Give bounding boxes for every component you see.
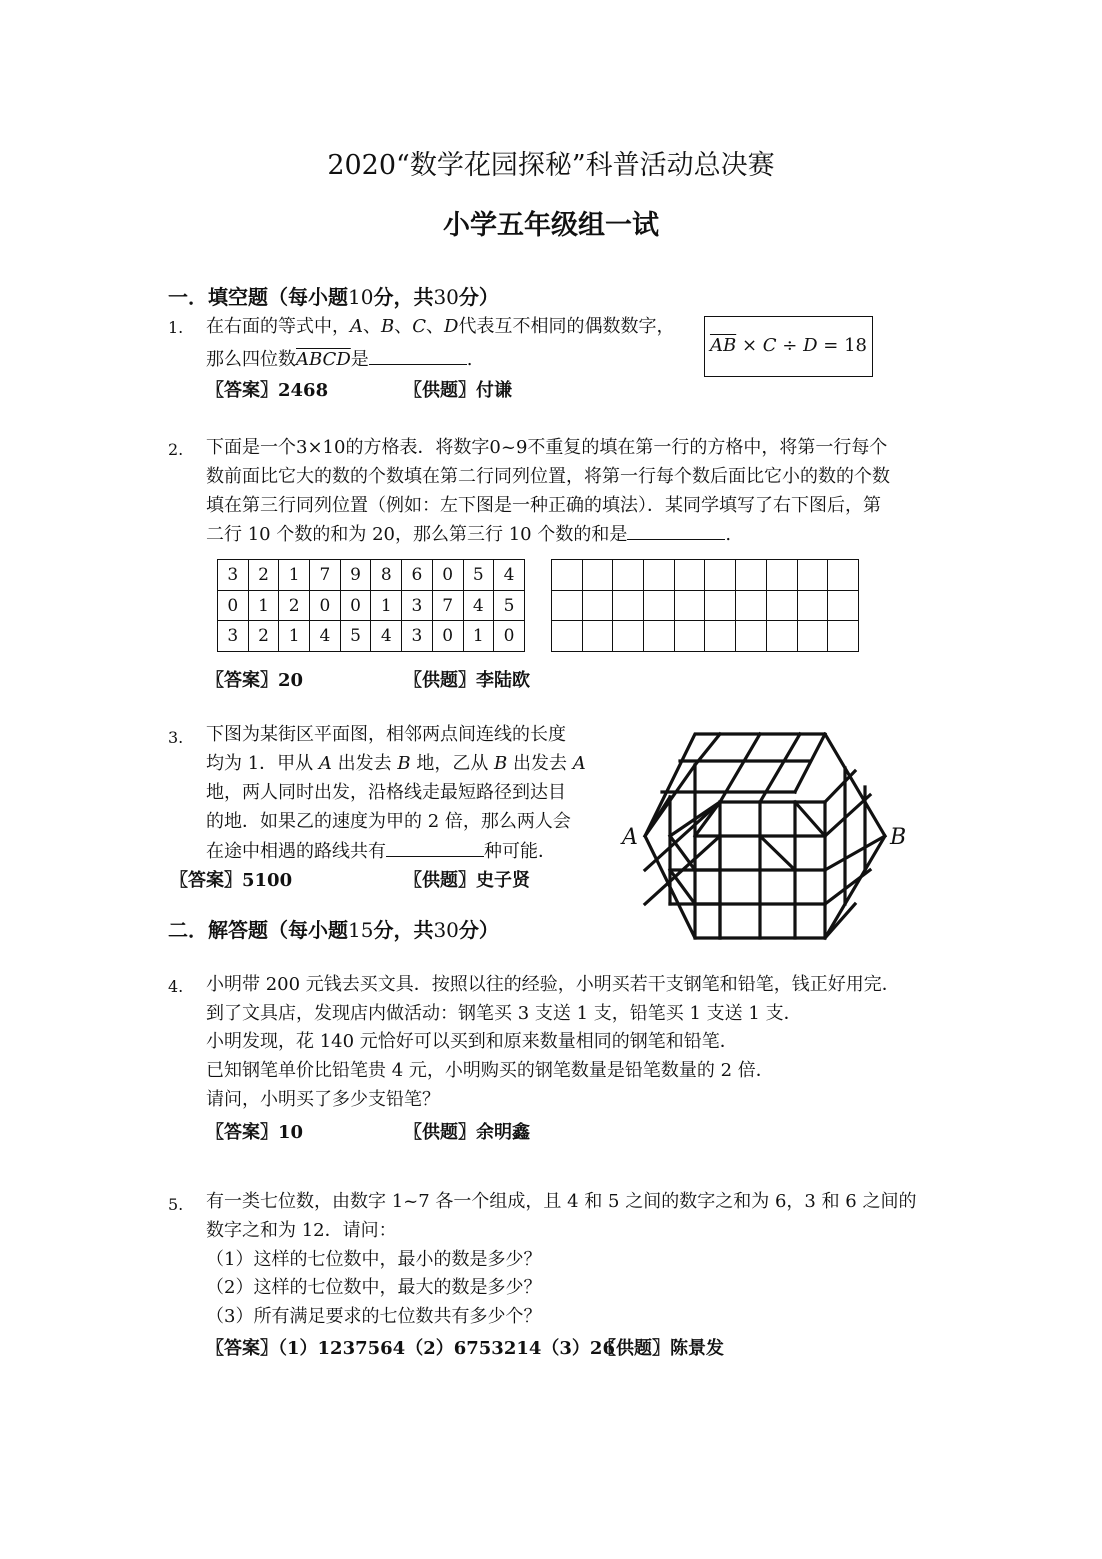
answer-label: 〖答案〗2468 (206, 380, 329, 401)
question-4-line-5: 请问，小明买了多少支铅笔？ (206, 1089, 440, 1110)
page-subtitle: 小学五年级组一试 (443, 210, 659, 241)
grid-cell: 4 (310, 621, 341, 652)
question-5-part-2: （2）这样的七位数中，最大的数是多少？ (206, 1277, 542, 1298)
question-2-line-3: 填在第三行同列位置（例如：左下图是一种正确的填法）．某同学填写了右下图后，第 (206, 495, 881, 516)
grid-cell: 2 (248, 560, 279, 591)
grid-cell: 9 (340, 560, 371, 591)
question-number: 1. (168, 318, 184, 337)
street-map-diagram (610, 720, 920, 950)
grid-cell: 0 (340, 590, 371, 621)
section-2-heading: 二．解答题（每小题15分，共30分） (168, 918, 499, 942)
author-label: 〖供题〗余明鑫 (404, 1122, 530, 1143)
question-2-line-2: 数前面比它大的数的个数填在第二行同列位置，将第一行每个数后面比它小的数的个数 (206, 466, 890, 487)
question-number: 4. (168, 977, 184, 996)
question-1-line-1: 在右面的等式中，A、B、C、D代表互不相同的偶数数字， (206, 316, 675, 337)
author-label: 〖供题〗付谦 (404, 380, 512, 401)
empty-grid (551, 559, 859, 652)
grid-cell: 3 (402, 621, 433, 652)
answer-blank[interactable] (386, 836, 484, 857)
grid-cell: 5 (494, 590, 525, 621)
question-1-line-2: 那么四位数ABCD是 . (206, 344, 473, 374)
point-b-label: B (890, 825, 907, 850)
grid-cell: 8 (371, 560, 402, 591)
author-label: 〖供题〗史子贤 (404, 870, 530, 891)
grid-cell: 7 (432, 590, 463, 621)
question-5-part-1: （1）这样的七位数中，最小的数是多少？ (206, 1249, 542, 1270)
question-3-line-2: 均为 1．甲从 A 出发去 B 地，乙从 B 出发去 A (206, 753, 586, 774)
question-4-line-2: 到了文具店，发现店内做活动：钢笔买 3 支送 1 支，铅笔买 1 支送 1 支． (206, 1003, 802, 1024)
question-5-part-3: （3）所有满足要求的七位数共有多少个？ (206, 1306, 542, 1327)
question-number: 3. (168, 728, 184, 747)
question-2-line-1: 下面是一个3×10的方格表．将数字0~9不重复的填在第一行的方格中，将第一行每个 (206, 437, 888, 458)
grid-cell: 3 (218, 560, 249, 591)
grid-cell: 1 (279, 621, 310, 652)
question-4-line-3: 小明发现，花 140 元恰好可以买到和原来数量相同的钢笔和铅笔． (206, 1031, 738, 1052)
question-5-line-2: 数字之和为 12．请问： (206, 1220, 397, 1241)
question-3-line-5: 在途中相遇的路线共有 种可能． (206, 836, 556, 866)
point-a-label: A (622, 825, 638, 850)
question-2-line-4: 二行 10 个数的和为 20，那么第三行 10 个数的和是 . (206, 519, 731, 549)
section-1-heading: 一．填空题（每小题10分，共30分） (168, 285, 499, 309)
grid-cell: 3 (402, 590, 433, 621)
equation-box: $\overline{AB} \times C \div D = 18$ (704, 316, 873, 377)
answer-label: 〖答案〗5100 (170, 870, 293, 891)
grid-cell: 1 (463, 621, 494, 652)
example-grid (217, 559, 525, 652)
page-title: 2020“数学花园探秘”科普活动总决赛 (327, 150, 775, 181)
answer-label: 〖答案〗（1）1237564（2）6753214（3）26 (206, 1338, 615, 1359)
answer-blank[interactable] (369, 344, 467, 365)
grid-cell: 1 (248, 590, 279, 621)
grid-cell: 5 (340, 621, 371, 652)
grid-cell: 2 (248, 621, 279, 652)
question-3-line-1: 下图为某街区平面图，相邻两点间连线的长度 (206, 724, 566, 745)
question-3-line-4: 的地．如果乙的速度为甲的 2 倍，那么两人会 (206, 811, 571, 832)
grid-cell: 3 (218, 621, 249, 652)
question-number: 2. (168, 440, 184, 459)
grid-cell: 4 (494, 560, 525, 591)
question-5-line-1: 有一类七位数，由数字 1~7 各一个组成，且 4 和 5 之间的数字之和为 6，3 和 6 之间的 (206, 1191, 917, 1212)
grid-cell: 7 (310, 560, 341, 591)
answer-label: 〖答案〗10 (206, 1122, 304, 1143)
grid-cell: 6 (402, 560, 433, 591)
grid-cell: 2 (279, 590, 310, 621)
grid-cell: 1 (371, 590, 402, 621)
question-4-line-1: 小明带 200 元钱去买文具．按照以往的经验，小明买若干支钢笔和铅笔，钱正好用完． (206, 974, 900, 995)
grid-cell: 0 (218, 590, 249, 621)
answer-blank[interactable] (627, 519, 725, 540)
grid-cell: 0 (432, 621, 463, 652)
grid-cell: 4 (463, 590, 494, 621)
author-label: 〖供题〗陈景发 (598, 1338, 724, 1359)
grid-cell: 1 (279, 560, 310, 591)
answer-label: 〖答案〗20 (206, 670, 304, 691)
grid-cell: 5 (463, 560, 494, 591)
author-label: 〖供题〗李陆欧 (404, 670, 530, 691)
grid-cell: 0 (432, 560, 463, 591)
grid-cell: 0 (310, 590, 341, 621)
question-number: 5. (168, 1195, 184, 1214)
grid-cell: 4 (371, 621, 402, 652)
grid-cell: 0 (494, 621, 525, 652)
question-4-line-4: 已知钢笔单价比铅笔贵 4 元，小明购买的钢笔数量是铅笔数量的 2 倍． (206, 1060, 774, 1081)
question-3-line-3: 地，两人同时出发，沿格线走最短路径到达目 (206, 782, 566, 803)
